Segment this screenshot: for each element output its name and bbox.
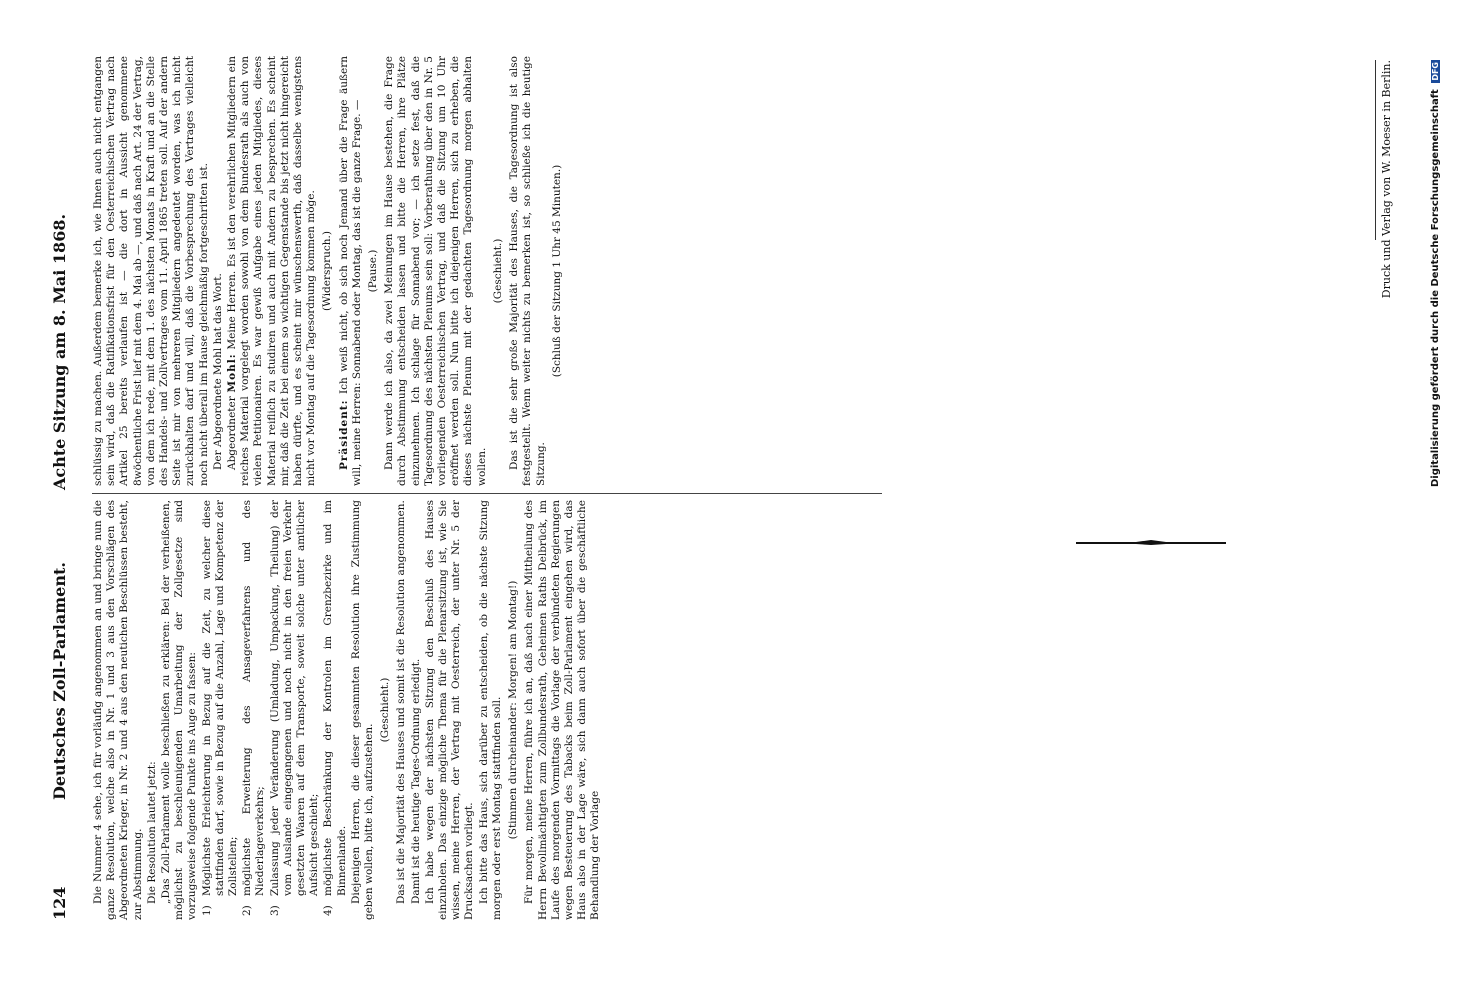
speech-paragraph	[338, 56, 364, 486]
list-number: 2)	[241, 905, 254, 916]
paragraph: Diejenigen Herren, die dieser gesammten Resolution ihre Zustimmung geben wollen, bitte ich, aufzustehen.	[349, 500, 376, 920]
stage-direction: (Geschieht.)	[379, 677, 392, 743]
digitization-note	[1430, 60, 1441, 960]
list-number: 1)	[200, 905, 213, 916]
list-text: möglichste Erweiterung des Ansageverfahrens und des Niederlageverkehrs;	[241, 500, 267, 896]
paragraph: Ich habe wegen der nächsten Sitzung den Beschluß des Hauses einzuholen. Das einzige mögliche Thema für die Plenarsitzung ist, wie Sie wissen, meine Herren, der Vertrag mit Oesterreich, der unter Nr. 5 der Drucksachen vorliegt.	[423, 500, 476, 920]
header-right-title: Achte Sitzung am 8. Mai 1868.	[50, 213, 69, 490]
paragraph: Ich bitte das Haus, sich darüber zu entscheiden, ob die nächste Sitzung morgen oder erst Montag stattfinden soll.	[477, 500, 503, 920]
page-number: 124	[50, 886, 69, 920]
paragraph: schlüssig zu machen. Außerdem bemerke ich, wie Ihnen auch nicht entgangen sein wird, daß die Ratifikationsfrist für den Oesterreichischen Vertrag nach Artikel 25 bereits verlaufen ist — die dort in Aussicht genommene 8wöchentliche Frist lief mit dem 4. Mai ab —, und daß nach Art. 24 der Vertrag, von dem ich rede, mit dem 1. des nächsten Monats in Kraft und an die Stelle des Handels- und Zollvertrages vom 11. April 1865 treten soll. Auf der andern Seite ist mir von mehreren Mitgliedern angedeutet worden, was ich nicht zurückhalten darf und will, daß die Vorbesprechung des Vertrages vielleicht noch nicht überall im Hause gleichmäßig fortgeschritten ist.	[92, 56, 210, 486]
list-text: Zulassung jeder Veränderung (Umladung, Umpackung, Theilung) der vom Auslande eingegangenen und noch nicht in den freien Verkehr gesetzten Waaren auf dem Transporte, soweit solche unter amtlicher Aufsicht geschieht;	[268, 500, 321, 896]
text-column-left	[92, 500, 604, 920]
stage-direction: (Widerspruch.)	[321, 231, 334, 311]
closing-note: (Schluß der Sitzung 1 Uhr 45 Minuten.)	[550, 164, 563, 378]
list-item	[322, 500, 348, 920]
imprint: Druck und Verlag von W. Moeser in Berlin.	[1380, 60, 1393, 299]
header-left-title: Deutsches Zoll-Parlament.	[50, 562, 69, 800]
speaker-name: Mohl:	[226, 353, 239, 393]
dfg-logo: DFG	[1431, 62, 1440, 81]
paragraph: Der Abgeordnete Mohl hat das Wort.	[211, 273, 224, 470]
footer-rule	[1375, 60, 1376, 240]
paragraph: Das ist die Majorität des Hauses und somit ist die Resolution angenommen.	[395, 500, 408, 904]
paragraph: Das ist die sehr große Majorität des Hauses, die Tagesordnung ist also festgestellt. Wenn weiter nichts zu bemerken ist, so schließe ich die heutige Sitzung.	[508, 56, 547, 486]
running-header	[50, 60, 80, 920]
paragraph: Damit ist die heutige Tages-Ordnung erledigt.	[409, 658, 422, 904]
list-number: 3)	[268, 905, 281, 916]
list-text: Möglichste Erleichterung in Bezug auf die Zeit, zu welcher diese stattfinden darf, sowie in Bezug auf die Anzahl, Lage und Kompetenz der Zollstellen;	[200, 500, 240, 896]
stage-direction: (Geschieht.)	[491, 238, 504, 304]
speaker-title: Abgeordneter	[226, 396, 239, 470]
column-separator	[92, 493, 882, 494]
paragraph: Für morgen, meine Herren, führe ich an, daß nach einer Mittheilung des Herrn Bevollmächtigten zum Zollbundesrath, Geheimen Raths Delbrück, im Laufe des morgenden Vormittags die Vorlage der verbündeten Regierungen wegen Besteuerung des Tabacks beim Zoll-Parlament eingehen wird, das Haus also in der Lage wäre, sich dann auch sofort über die geschäftliche Behandlung der Vorlage	[523, 500, 602, 920]
speech-text: Ich weiß nicht, ob sich noch Jemand über die Frage äußern will, meine Herren: Sonnabend oder Montag, das ist die ganze Frage. —	[337, 56, 363, 486]
resolution-text: „Das Zoll-Parlament wolle beschließen zu erklären: Bei der verheißenen, möglichst zu beschleunigenden Umarbeitung der Zollgesetze sind vorzugsweise folgende Punkte ins Auge zu fassen:	[160, 500, 199, 920]
paragraph: Dann werde ich also, da zwei Meinungen im Hause bestehen, die Frage durch Abstimmung entscheiden lassen und bitte die Herren, ihre Plätze einzunehmen. Ich schlage für Sonnabend vor; — ich setze fest, daß die Tagesordnung des nächsten Plenums sein soll: Vorberathung über den in Nr. 5 vorliegenden Oesterreichischen Vertrag, und daß die Sitzung um 10 Uhr eröffnet werden soll. Nun bitte ich diejenigen Herren, sich zu erheben, die dieses nächste Plenum mit der gedachten Tagesordnung morgen abhalten wollen.	[383, 56, 488, 486]
digitization-text: Digitalisierung gefördert durch die Deutsche Forschungsgemeinschaft	[1430, 89, 1441, 488]
list-text: möglichste Beschränkung der Kontrolen im Grenzbezirke und im Binnenlande.	[322, 500, 348, 896]
stage-direction: (Stimmen durcheinander: Morgen! am Montag!)	[507, 580, 520, 840]
list-item	[201, 500, 241, 920]
speech-text: Meine Herren. Es ist den verehrlichen Mitgliedern ein reiches Material vorgelegt worden sowohl von dem Bundesrath als auch von vielen Petitionairen. Es war gewiß Aufgabe eines jeden Mitgliedes, dieses Material reiflich zu studiren und auch mit Andern zu besprechen. Es scheint mir, daß die Zeit bei einem so wichtigen Gegenstande bis jetzt nicht hingereicht haben dürfte, und es scheint mir wünschenswerth, daß dasselbe wenigstens nicht vor Montag auf die Tagesordnung kommen möge.	[226, 56, 318, 486]
scan-artifact-mark	[1076, 539, 1226, 545]
speaker-name: Präsident:	[337, 399, 350, 470]
list-item	[241, 500, 267, 920]
list-item	[269, 500, 322, 920]
paragraph: Die Resolution lautet jetzt:	[145, 761, 158, 904]
stage-direction: (Pause.)	[367, 249, 380, 293]
text-column-right	[92, 56, 567, 486]
list-number: 4)	[322, 905, 335, 916]
paragraph: Die Nummer 4 sehe, ich für vorläufig angenommen an und bringe nun die ganze Resolution, welche also in Nr. 1 und 3 aus den Vorschlägen des Abgeordneten Krieger, in Nr. 2 und 4 aus den neutichen Beschlüssen besteht, zur Abstimmung.	[92, 500, 144, 920]
speech-paragraph	[226, 56, 318, 486]
